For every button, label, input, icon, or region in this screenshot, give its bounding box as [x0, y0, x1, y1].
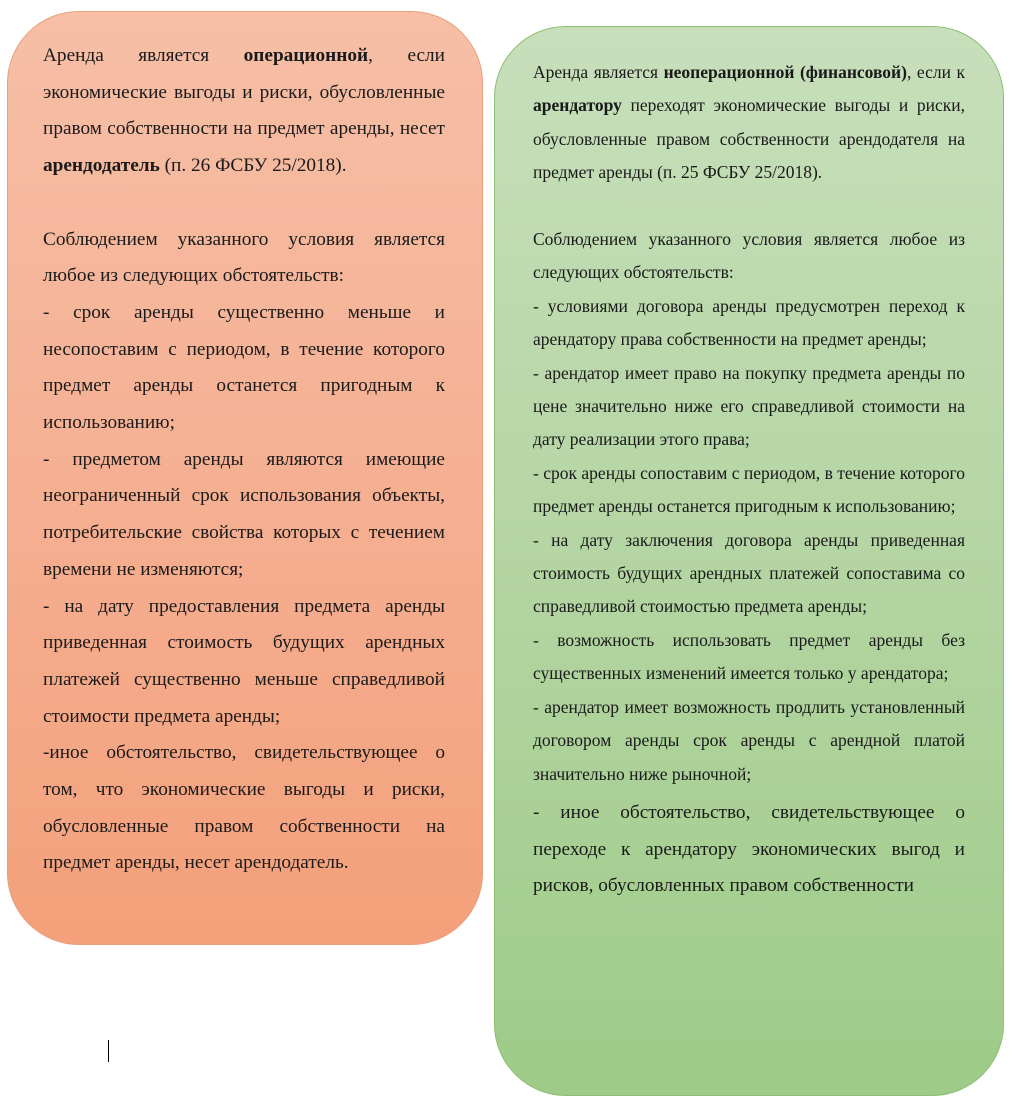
operating-lease-item: -иное обстоятельство, свидетельствующее о том, что экономические выгоды и риски, обусловленные правом собственности на предмет аренды, несет арендодатель. [43, 742, 445, 874]
finance-lease-item: - арендатор имеет возможность продлить установленный договором аренды срок аренды с арендной платой значительно ниже рыночной; [533, 696, 965, 784]
finance-lease-item: - условиями договора аренды предусмотрен переход к арендатору права собственности на предмет аренды; [533, 295, 965, 350]
finance-lease-intro: Аренда является неоперационной (финансовой), если к арендатору переходят экономические выгоды и риски, обусловленные правом собственности арендодателя на предмет аренды (п. 25 ФСБУ 25/2018). [533, 62, 965, 183]
operating-lease-item: - срок аренды существенно меньше и несопоставим с периодом, в течение которого предмет аренды останется пригодным к использованию; [43, 301, 445, 434]
text-cursor[interactable] [108, 1040, 109, 1062]
operating-lease-intro: Аренда является операционной, если экономические выгоды и риски, обусловленные правом собственности на предмет аренды, несет арендодатель (п. 26 ФСБУ 25/2018). [43, 45, 445, 177]
finance-lease-box [494, 26, 1004, 1096]
finance-lease-condition: Соблюдением указанного условия является любое из следующих обстоятельств: [533, 229, 965, 283]
finance-lease-item: - на дату заключения договора аренды приведенная стоимость будущих арендных платежей сопоставима со справедливой стоимостью предмета аренды; [533, 529, 965, 617]
finance-lease-item: - возможность использовать предмет аренды без существенных изменений имеется только у арендатора; [533, 629, 965, 684]
finance-lease-item: - иное обстоятельство, свидетельствующее о переходе к арендатору экономических выгод и рисков, обусловленных правом собственности [533, 801, 965, 897]
operating-lease-item: - предметом аренды являются имеющие неограниченный срок использования объекты, потребительские свойства которых с течением времени не изменяются; [43, 448, 445, 580]
operating-lease-condition: Соблюдением указанного условия является любое из следующих обстоятельств: [43, 228, 445, 287]
finance-lease-item: - срок аренды сопоставим с периодом, в течение которого предмет аренды останется пригодным к использованию; [533, 462, 965, 517]
operating-lease-box [7, 11, 483, 945]
finance-lease-item: - арендатор имеет право на покупку предмета аренды по цене значительно ниже его справедливой стоимости на дату реализации этого права; [533, 362, 965, 450]
operating-lease-item: - на дату предоставления предмета аренды приведенная стоимость будущих арендных платежей существенно меньше справедливой стоимости предмета аренды; [43, 595, 445, 727]
